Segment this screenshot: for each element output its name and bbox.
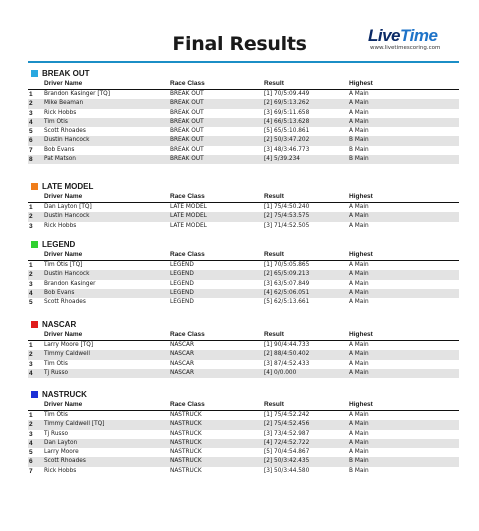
race-class-cell: BREAK OUT <box>170 100 204 107</box>
result-row <box>28 118 459 127</box>
driver-name-cell: Timmy Caldwell [TQ] <box>44 421 105 428</box>
race-class-cell: LATE MODEL <box>170 213 207 220</box>
race-class-cell: NASTRUCK <box>170 449 202 456</box>
race-class-cell: NASTRUCK <box>170 412 202 418</box>
highest-cell: A Main <box>349 299 369 306</box>
class-heading <box>28 240 459 250</box>
result-cell: [2] 88/4:50.402 <box>264 351 310 358</box>
result-row <box>28 369 459 378</box>
class-section-break-out <box>28 69 459 164</box>
header-race-class: Race Class <box>170 251 205 258</box>
logo-brand-accent: Time <box>400 26 438 45</box>
driver-name-cell: Dan Layton [TQ] <box>44 204 92 210</box>
highest-cell: A Main <box>349 449 369 456</box>
race-class-cell: LEGEND <box>170 299 194 306</box>
highest-cell: A Main <box>349 342 369 348</box>
result-row <box>28 420 459 429</box>
result-row <box>28 222 459 231</box>
class-name: NASTRUCK <box>42 390 87 399</box>
driver-name-cell: Scott Rhoades <box>44 458 86 465</box>
driver-name-cell: Dustin Hancock <box>44 137 90 144</box>
result-row <box>28 90 459 99</box>
position-cell: 2 <box>29 421 33 429</box>
race-class-cell: NASCAR <box>170 351 195 358</box>
race-class-cell: BREAK OUT <box>170 118 204 125</box>
result-row <box>28 457 459 466</box>
result-row <box>28 261 459 270</box>
position-cell: 8 <box>29 156 33 164</box>
highest-cell: A Main <box>349 369 369 376</box>
race-class-cell: LATE MODEL <box>170 222 207 229</box>
race-class-cell: LEGEND <box>170 280 194 287</box>
race-class-cell: NASTRUCK <box>170 421 202 428</box>
result-row <box>28 127 459 136</box>
header-highest: Highest <box>349 331 373 338</box>
result-row <box>28 350 459 359</box>
highest-cell: B Main <box>349 458 369 465</box>
result-cell: [2] 75/4:53.575 <box>264 213 310 220</box>
class-heading <box>28 320 459 330</box>
driver-name-cell: Tim Otis <box>44 118 68 125</box>
logo-url: www.livetimescoring.com <box>370 45 441 51</box>
driver-name-cell: Brandon Kasinger [TQ] <box>44 91 110 97</box>
position-cell: 3 <box>29 222 33 230</box>
driver-name-cell: Larry Moore [TQ] <box>44 342 94 348</box>
driver-name-cell: Tj Russo <box>44 369 69 376</box>
race-class-cell: NASTRUCK <box>170 430 202 437</box>
result-cell: [4] 5/39.234 <box>264 156 300 163</box>
header-race-class: Race Class <box>170 193 205 200</box>
result-cell: [3] 50/3:44.580 <box>264 467 310 474</box>
position-cell: 2 <box>29 100 33 108</box>
highest-cell: A Main <box>349 351 369 358</box>
logo-wordmark <box>368 26 437 46</box>
result-cell: [3] 73/4:52.987 <box>264 430 310 437</box>
race-class-cell: NASTRUCK <box>170 439 202 446</box>
result-row <box>28 341 459 350</box>
column-header-row <box>28 330 459 341</box>
highest-cell: A Main <box>349 118 369 125</box>
header-driver-name: Driver Name <box>44 80 83 87</box>
result-row <box>28 360 459 369</box>
result-cell: [5] 65/5:10.861 <box>264 128 310 135</box>
driver-name-cell: Tim Otis <box>44 360 68 367</box>
column-header-row <box>28 79 459 90</box>
result-row <box>28 270 459 279</box>
result-cell: [4] 0/0.000 <box>264 369 297 376</box>
page-title: Final Results <box>172 33 307 55</box>
race-class-cell: BREAK OUT <box>170 137 204 144</box>
race-class-cell: LEGEND <box>170 271 194 278</box>
class-name: NASCAR <box>42 320 77 329</box>
result-row <box>28 411 459 420</box>
result-cell: [3] 87/4:52.433 <box>264 360 310 367</box>
column-header-row <box>28 192 459 203</box>
position-cell: 7 <box>29 146 33 154</box>
driver-name-cell: Larry Moore <box>44 449 79 456</box>
position-cell: 3 <box>29 280 33 288</box>
position-cell: 5 <box>29 449 33 457</box>
position-cell: 6 <box>29 137 33 145</box>
column-header-row <box>28 400 459 411</box>
highest-cell: A Main <box>349 271 369 278</box>
highest-cell: A Main <box>349 289 369 296</box>
race-class-cell: BREAK OUT <box>170 109 204 116</box>
driver-name-cell: Dan Layton <box>44 439 78 446</box>
race-class-cell: LEGEND <box>170 289 194 296</box>
column-header-row <box>28 250 459 261</box>
result-row <box>28 430 459 439</box>
result-row <box>28 203 459 212</box>
result-cell: [3] 48/3:46.773 <box>264 146 310 153</box>
header-race-class: Race Class <box>170 80 205 87</box>
position-cell: 6 <box>29 458 33 466</box>
class-section-nascar <box>28 320 459 378</box>
highest-cell: A Main <box>349 204 369 210</box>
result-cell: [2] 75/4:52.456 <box>264 421 310 428</box>
result-cell: [5] 70/4:54.867 <box>264 449 310 456</box>
highest-cell: B Main <box>349 146 369 153</box>
position-cell: 5 <box>29 299 33 307</box>
class-heading <box>28 390 459 400</box>
driver-name-cell: Bob Evans <box>44 146 75 153</box>
highest-cell: A Main <box>349 280 369 287</box>
result-row <box>28 467 459 476</box>
logo-brand-main: Live <box>368 26 401 45</box>
driver-name-cell: Scott Rhoades <box>44 128 86 135</box>
result-cell: [1] 90/4:44.733 <box>264 342 310 348</box>
driver-name-cell: Dustin Hancock <box>44 271 90 278</box>
result-row <box>28 146 459 155</box>
header-result: Result <box>264 251 284 258</box>
header-driver-name: Driver Name <box>44 251 83 258</box>
driver-name-cell: Tim Otis <box>44 412 68 418</box>
result-cell: [3] 63/5:07.849 <box>264 280 310 287</box>
highest-cell: A Main <box>349 412 369 418</box>
position-cell: 4 <box>29 118 33 126</box>
result-row <box>28 298 459 307</box>
header-driver-name: Driver Name <box>44 193 83 200</box>
class-section-late-model <box>28 182 459 231</box>
highest-cell: A Main <box>349 222 369 229</box>
position-cell: 1 <box>29 91 33 98</box>
header-highest: Highest <box>349 251 373 258</box>
result-row <box>28 155 459 164</box>
race-class-cell: NASTRUCK <box>170 458 202 465</box>
class-color-swatch <box>31 391 38 398</box>
highest-cell: A Main <box>349 100 369 107</box>
race-class-cell: NASCAR <box>170 369 195 376</box>
header-race-class: Race Class <box>170 401 205 408</box>
header-driver-name: Driver Name <box>44 331 83 338</box>
result-row <box>28 109 459 118</box>
position-cell: 1 <box>29 204 33 211</box>
driver-name-cell: Tim Otis [TQ] <box>44 262 83 268</box>
result-cell: [2] 65/5:09.213 <box>264 271 310 278</box>
position-cell: 1 <box>29 342 33 349</box>
class-heading <box>28 69 459 79</box>
position-cell: 4 <box>29 289 33 297</box>
header-result: Result <box>264 401 284 408</box>
class-color-swatch <box>31 183 38 190</box>
position-cell: 2 <box>29 351 33 359</box>
header-result: Result <box>264 80 284 87</box>
class-name: LATE MODEL <box>42 182 94 191</box>
result-cell: [2] 69/5:13.262 <box>264 100 310 107</box>
driver-name-cell: Scott Rhoades <box>44 299 86 306</box>
result-cell: [1] 75/4:52.242 <box>264 412 310 418</box>
result-row <box>28 280 459 289</box>
race-class-cell: BREAK OUT <box>170 91 204 97</box>
result-row <box>28 212 459 221</box>
livetime-logo <box>368 26 458 56</box>
class-name: BREAK OUT <box>42 69 90 78</box>
highest-cell: A Main <box>349 421 369 428</box>
result-row <box>28 439 459 448</box>
race-class-cell: BREAK OUT <box>170 146 204 153</box>
position-cell: 1 <box>29 262 33 269</box>
result-cell: [3] 71/4:52.505 <box>264 222 310 229</box>
title-divider <box>28 61 459 63</box>
driver-name-cell: Dustin Hancock <box>44 213 90 220</box>
result-cell: [2] 50/3:47.202 <box>264 137 310 144</box>
position-cell: 3 <box>29 360 33 368</box>
result-cell: [1] 70/5:05.865 <box>264 262 310 268</box>
race-class-cell: NASCAR <box>170 360 195 367</box>
highest-cell: B Main <box>349 467 369 474</box>
highest-cell: A Main <box>349 430 369 437</box>
driver-name-cell: Mike Beaman <box>44 100 84 107</box>
result-cell: [5] 62/5:13.661 <box>264 299 310 306</box>
class-color-swatch <box>31 241 38 248</box>
result-row <box>28 289 459 298</box>
result-cell: [4] 66/5:13.628 <box>264 118 310 125</box>
driver-name-cell: Rick Hobbs <box>44 109 77 116</box>
driver-name-cell: Pat Matson <box>44 156 76 163</box>
race-class-cell: NASCAR <box>170 342 195 348</box>
driver-name-cell: Tj Russo <box>44 430 69 437</box>
driver-name-cell: Rick Hobbs <box>44 222 77 229</box>
driver-name-cell: Rick Hobbs <box>44 467 77 474</box>
highest-cell: A Main <box>349 439 369 446</box>
highest-cell: A Main <box>349 128 369 135</box>
result-cell: [1] 70/5:09.449 <box>264 91 310 97</box>
header-result: Result <box>264 331 284 338</box>
result-row <box>28 99 459 108</box>
result-cell: [3] 69/5:11.658 <box>264 109 310 116</box>
class-color-swatch <box>31 321 38 328</box>
highest-cell: A Main <box>349 262 369 268</box>
race-class-cell: BREAK OUT <box>170 156 204 163</box>
race-class-cell: LATE MODEL <box>170 204 207 210</box>
highest-cell: A Main <box>349 360 369 367</box>
header-race-class: Race Class <box>170 331 205 338</box>
class-section-nastruck <box>28 390 459 476</box>
driver-name-cell: Brandon Kasinger <box>44 280 96 287</box>
class-color-swatch <box>31 70 38 77</box>
result-cell: [4] 62/5:06.051 <box>264 289 310 296</box>
header-highest: Highest <box>349 401 373 408</box>
header-result: Result <box>264 193 284 200</box>
result-row <box>28 136 459 145</box>
highest-cell: B Main <box>349 137 369 144</box>
class-section-legend <box>28 240 459 307</box>
class-name: LEGEND <box>42 240 76 249</box>
highest-cell: A Main <box>349 109 369 116</box>
result-cell: [4] 72/4:52.722 <box>264 439 310 446</box>
driver-name-cell: Bob Evans <box>44 289 75 296</box>
highest-cell: A Main <box>349 213 369 220</box>
result-cell: [2] 50/3:42.435 <box>264 458 310 465</box>
position-cell: 3 <box>29 109 33 117</box>
position-cell: 4 <box>29 439 33 447</box>
position-cell: 7 <box>29 467 33 475</box>
race-class-cell: BREAK OUT <box>170 128 204 135</box>
position-cell: 3 <box>29 430 33 438</box>
position-cell: 2 <box>29 213 33 221</box>
position-cell: 2 <box>29 271 33 279</box>
highest-cell: B Main <box>349 156 369 163</box>
position-cell: 4 <box>29 369 33 377</box>
driver-name-cell: Timmy Caldwell <box>44 351 90 358</box>
result-cell: [1] 75/4:50.240 <box>264 204 310 210</box>
position-cell: 5 <box>29 128 33 136</box>
position-cell: 1 <box>29 412 33 419</box>
race-class-cell: LEGEND <box>170 262 194 268</box>
header-highest: Highest <box>349 193 373 200</box>
race-class-cell: NASTRUCK <box>170 467 202 474</box>
class-heading <box>28 182 459 192</box>
result-row <box>28 448 459 457</box>
highest-cell: A Main <box>349 91 369 97</box>
header-highest: Highest <box>349 80 373 87</box>
header-driver-name: Driver Name <box>44 401 83 408</box>
